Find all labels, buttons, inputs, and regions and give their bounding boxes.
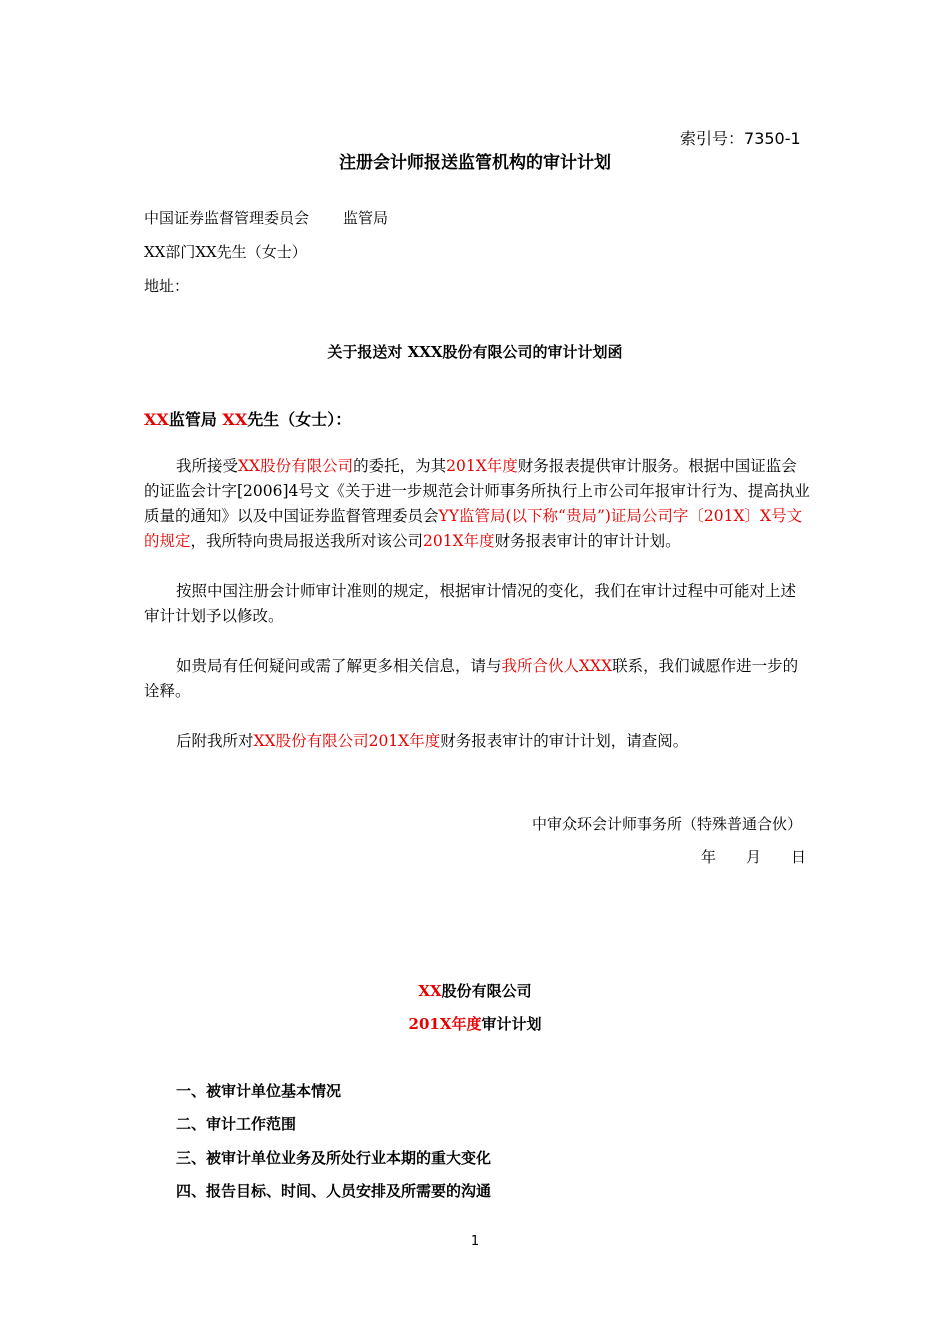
para3-text-1: 如贵局有任何疑问或需了解更多相关信息，请与 [176, 657, 502, 675]
para1-text-1: 我所接受 [176, 457, 239, 475]
para4-text-1: 后附我所对 [176, 732, 254, 750]
plan-company-name: 股份有限公司 [441, 982, 532, 1000]
paragraph-attachment [144, 729, 810, 754]
para4-company-year: XX股份有限公司201X年度 [253, 732, 441, 750]
plan-title [0, 1013, 950, 1034]
para1-bureau-doc: YY监管局(以下称“贵局”)证局公司字〔201X〕X号文的规定 [144, 507, 803, 550]
para3-text-2: 联系，我们诚愿作进一步的诠释。 [144, 657, 799, 700]
para1-year-2: 201X年度 [423, 532, 495, 550]
para1-company: XX股份有限公司 [238, 457, 354, 475]
toc-item: 四、报告目标、时间、人员安排及所需要的沟通 [176, 1182, 492, 1200]
plan-year: 201X年度 [408, 1015, 482, 1033]
index-number [680, 126, 801, 149]
recipient-org: 中国证券监督管理委员会 [144, 209, 310, 227]
page-number: 1 [470, 1234, 480, 1249]
para1-text-3: 财务报表提供审计服务。根据中国证监会的证监会计字[2006]4号文《关于进一步规范会计师事务所执行上市公司年报审计行为、提高执业质量的通知》以及中国证券监督管理委员会 [144, 457, 810, 525]
salutation [144, 407, 351, 430]
paragraph-engagement [144, 454, 810, 554]
para3-partner: 我所合伙人XXX [501, 657, 613, 675]
toc-item: 三、被审计单位业务及所处行业本期的重大变化 [176, 1149, 492, 1167]
plan-company [0, 980, 950, 1001]
paragraph-modification: 按照中国注册会计师审计准则的规定，根据审计情况的变化，我们在审计过程中可能对上述审计计划予以修改。 [144, 582, 797, 625]
para1-year: 201X年度 [446, 457, 518, 475]
plan-company-placeholder: XX [418, 982, 442, 1000]
letter-title: 关于报送对 XXX股份有限公司的审计计划函 [327, 343, 623, 361]
paragraph-contact [144, 654, 810, 704]
salutation-title: 先生（女士）： [247, 410, 352, 429]
signature-date: 年 月 日 [700, 848, 806, 866]
document-title: 注册会计师报送监管机构的审计计划 [339, 153, 611, 173]
signature-firm: 中审众环会计师事务所（特殊普通合伙） [531, 815, 802, 833]
para1-text-5: 财务报表审计的审计计划。 [494, 532, 681, 550]
para1-text-4: ，我所特向贵局报送我所对该公司 [190, 532, 424, 550]
toc-item: 一、被审计单位基本情况 [176, 1082, 342, 1100]
salutation-bureau-placeholder: XX [144, 410, 169, 429]
recipient-line-1 [144, 207, 388, 228]
para1-text-2: 的委托，为其 [353, 457, 447, 475]
plan-title-text: 审计计划 [481, 1015, 542, 1033]
recipient-bureau: 监管局 [343, 209, 389, 227]
index-label: 索引号： [680, 129, 745, 148]
para4-text-2: 财务报表审计的审计计划，请查阅。 [440, 732, 689, 750]
recipient-line-2: XX部门XX先生（女士） [144, 243, 307, 261]
recipient-address: 地址： [144, 277, 190, 295]
toc-item: 二、审计工作范围 [176, 1115, 297, 1133]
salutation-name-placeholder: XX [222, 410, 248, 429]
index-value: 7350-1 [744, 129, 801, 148]
salutation-bureau: 监管局 [168, 410, 223, 429]
